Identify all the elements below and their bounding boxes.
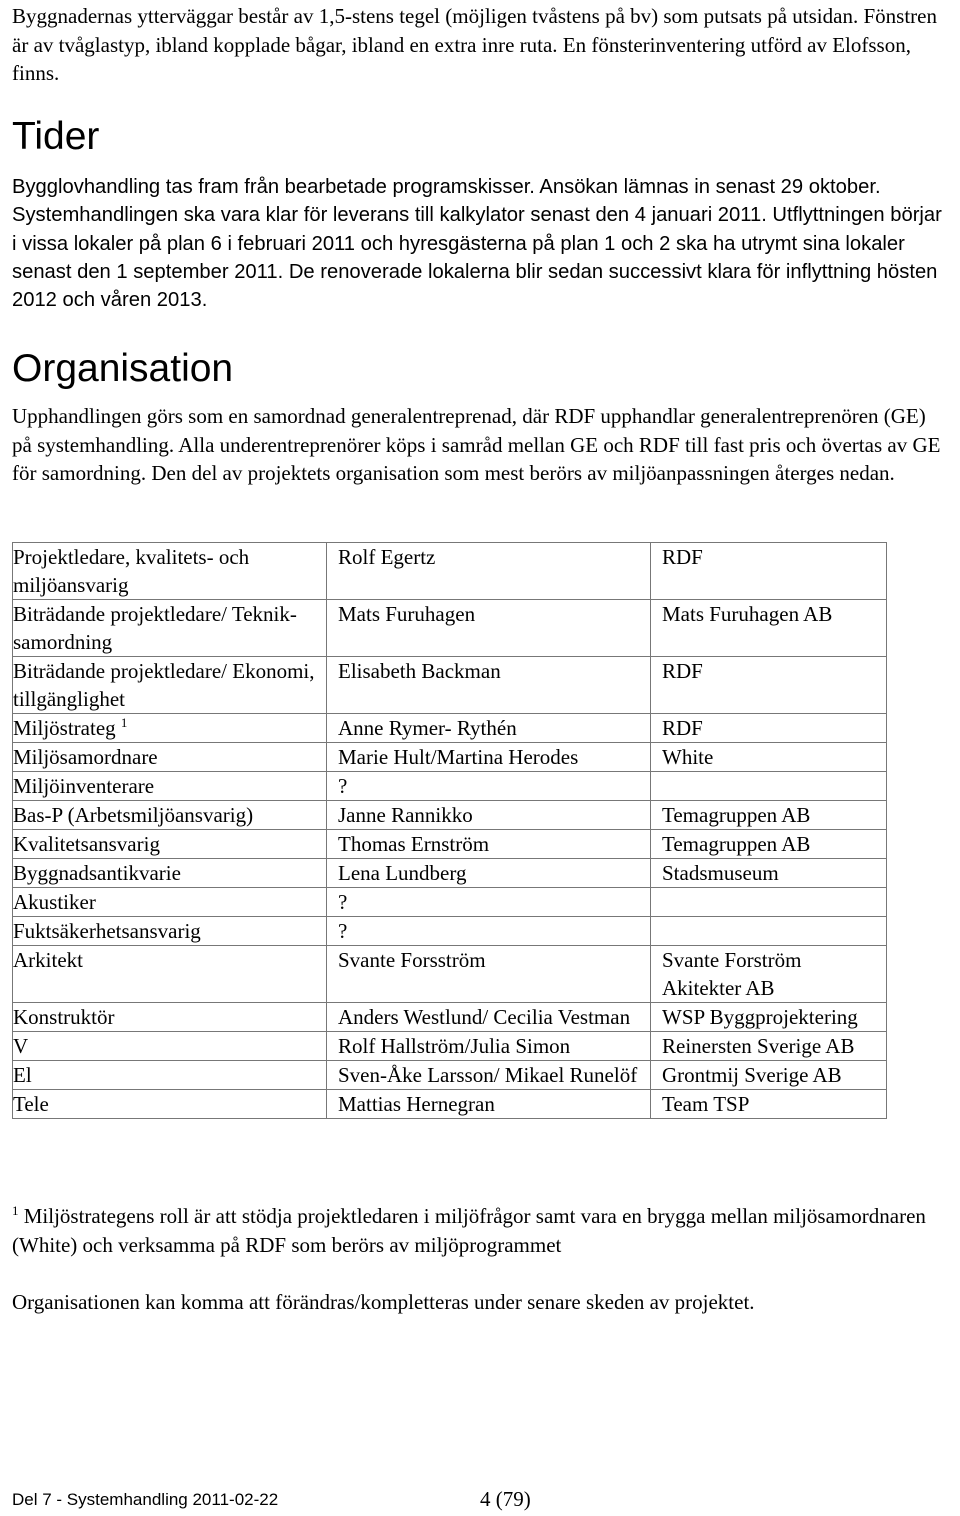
person-cell: Rolf Hallström/Julia Simon: [327, 1032, 651, 1061]
role-text: Akustiker: [13, 890, 96, 914]
role-text: Miljöinventerare: [13, 774, 155, 798]
role-cell: [13, 888, 327, 917]
table-row: [13, 1032, 887, 1061]
person-cell: ?: [327, 888, 651, 917]
intro-paragraph: Byggnadernas ytterväggar består av 1,5-stens tegel (möjligen tvåstens på bv) som putsats på utsidan. Fönstren är av tvåglastyp, ibland kopplade bågar, ibland en extra inre ruta. En fönsterinventering utförd av Elofsson, finns.: [12, 4, 937, 85]
company-cell: Temagruppen AB: [651, 801, 887, 830]
company-cell: [651, 917, 887, 946]
role-text: Biträdande projektledare/ Ekonomi, tillgänglighet: [13, 659, 315, 711]
company-cell: RDF: [651, 657, 887, 714]
table-row: [13, 859, 887, 888]
role-text: Konstruktör: [13, 1005, 115, 1029]
person-cell: Marie Hult/Martina Herodes: [327, 743, 651, 772]
role-text: Byggnadsantikvarie: [13, 861, 181, 885]
person-cell: Lena Lundberg: [327, 859, 651, 888]
role-cell: [13, 1032, 327, 1061]
company-cell: Mats Furuhagen AB: [651, 600, 887, 657]
table-row: [13, 830, 887, 859]
role-text: Biträdande projektledare/ Tekniksamordning: [13, 602, 297, 654]
role-cell: [13, 714, 327, 743]
company-cell: Reinersten Sverige AB: [651, 1032, 887, 1061]
role-text: Miljöstrateg: [13, 716, 121, 740]
role-cell: [13, 801, 327, 830]
footnote-text: Miljöstrategens roll är att stödja projektledaren i miljöfrågor samt vara en brygga mellan miljösamordnaren (White) och verksamma på RDF som berörs av miljöprogrammet: [12, 1204, 926, 1257]
role-cell: [13, 1003, 327, 1032]
company-cell: [651, 772, 887, 801]
heading-organisation: Organisation: [12, 347, 234, 390]
role-text: Tele: [13, 1092, 49, 1116]
person-cell: Sven-Åke Larsson/ Mikael Runelöf: [327, 1061, 651, 1090]
role-cell: [13, 743, 327, 772]
company-cell: Team TSP: [651, 1090, 887, 1119]
person-cell: Janne Rannikko: [327, 801, 651, 830]
company-cell: RDF: [651, 714, 887, 743]
role-text: Miljösamordnare: [13, 745, 158, 769]
role-cell: [13, 917, 327, 946]
table-row: [13, 888, 887, 917]
person-cell: Elisabeth Backman: [327, 657, 651, 714]
footer-page-number: 4 (79): [480, 1487, 531, 1511]
role-cell: [13, 859, 327, 888]
role-cell: [13, 946, 327, 1003]
person-cell: Anders Westlund/ Cecilia Vestman: [327, 1003, 651, 1032]
table-row: [13, 1061, 887, 1090]
role-text: Fuktsäkerhetsansvarig: [13, 919, 201, 943]
table-row: [13, 543, 887, 600]
company-cell: Svante Forström Akitekter AB: [651, 946, 887, 1003]
company-cell: Temagruppen AB: [651, 830, 887, 859]
role-text: Arkitekt: [13, 948, 83, 972]
person-cell: Mats Furuhagen: [327, 600, 651, 657]
person-cell: Rolf Egertz: [327, 543, 651, 600]
role-cell: [13, 543, 327, 600]
closing-paragraph: Organisationen kan komma att förändras/kompletteras under senare skeden av projektet.: [12, 1290, 755, 1314]
table-row: [13, 743, 887, 772]
table-row: [13, 946, 887, 1003]
role-cell: [13, 772, 327, 801]
footnote: [12, 1202, 947, 1259]
role-text: V: [13, 1034, 29, 1058]
role-text: Kvalitetsansvarig: [13, 832, 160, 856]
table-row: [13, 801, 887, 830]
person-cell: Thomas Ernström: [327, 830, 651, 859]
company-cell: RDF: [651, 543, 887, 600]
company-cell: WSP Byggprojektering: [651, 1003, 887, 1032]
table-row: [13, 657, 887, 714]
role-footnote-mark: 1: [120, 715, 128, 730]
company-cell: White: [651, 743, 887, 772]
role-text: Bas-P (Arbetsmiljöansvarig): [13, 803, 254, 827]
tider-paragraph: Bygglovhandling tas fram från bearbetade programskisser. Ansökan lämnas in senast 29 oktober. Systemhandlingen ska vara klar för leverans till kalkylator senast den 4 januari 2011. Utflyttningen börjar i vissa lokaler på plan 6 i februari 2011 och hyresgästerna på plan 1 och 2 ska ha utrymt sina lokaler senast den 1 september 2011. De renoverade lokalerna blir sedan successivt klara för inflyttning hösten 2012 och våren 2013.: [12, 176, 942, 312]
company-cell: Grontmij Sverige AB: [651, 1061, 887, 1090]
table-row: [13, 917, 887, 946]
role-cell: [13, 657, 327, 714]
organisation-table: [12, 542, 887, 1119]
role-text: El: [13, 1063, 32, 1087]
role-cell: [13, 1061, 327, 1090]
table-row: [13, 1090, 887, 1119]
role-cell: [13, 1090, 327, 1119]
company-cell: Stadsmuseum: [651, 859, 887, 888]
person-cell: ?: [327, 917, 651, 946]
person-cell: Svante Forsström: [327, 946, 651, 1003]
table-row: [13, 600, 887, 657]
person-cell: ?: [327, 772, 651, 801]
role-cell: [13, 830, 327, 859]
footer-doc-label: Del 7 - Systemhandling 2011-02-22: [12, 1490, 279, 1509]
person-cell: Mattias Hernegran: [327, 1090, 651, 1119]
person-cell: Anne Rymer- Rythén: [327, 714, 651, 743]
table-row: [13, 1003, 887, 1032]
organisation-paragraph: Upphandlingen görs som en samordnad generalentreprenad, där RDF upphandlar generalentreprenören (GE) på systemhandling. Alla underentreprenörer köps i samråd mellan GE och RDF till fast pris och övertas av GE för samordning. Den del av projektets organisation som mest berörs av miljöanpassningen återges nedan.: [12, 404, 941, 485]
role-cell: [13, 600, 327, 657]
footnote-mark: 1: [12, 1203, 19, 1218]
company-cell: [651, 888, 887, 917]
heading-tider: Tider: [12, 115, 100, 158]
role-text: Projektledare, kvalitets- och miljöansvarig: [13, 545, 250, 597]
table-row: [13, 714, 887, 743]
table-row: [13, 772, 887, 801]
